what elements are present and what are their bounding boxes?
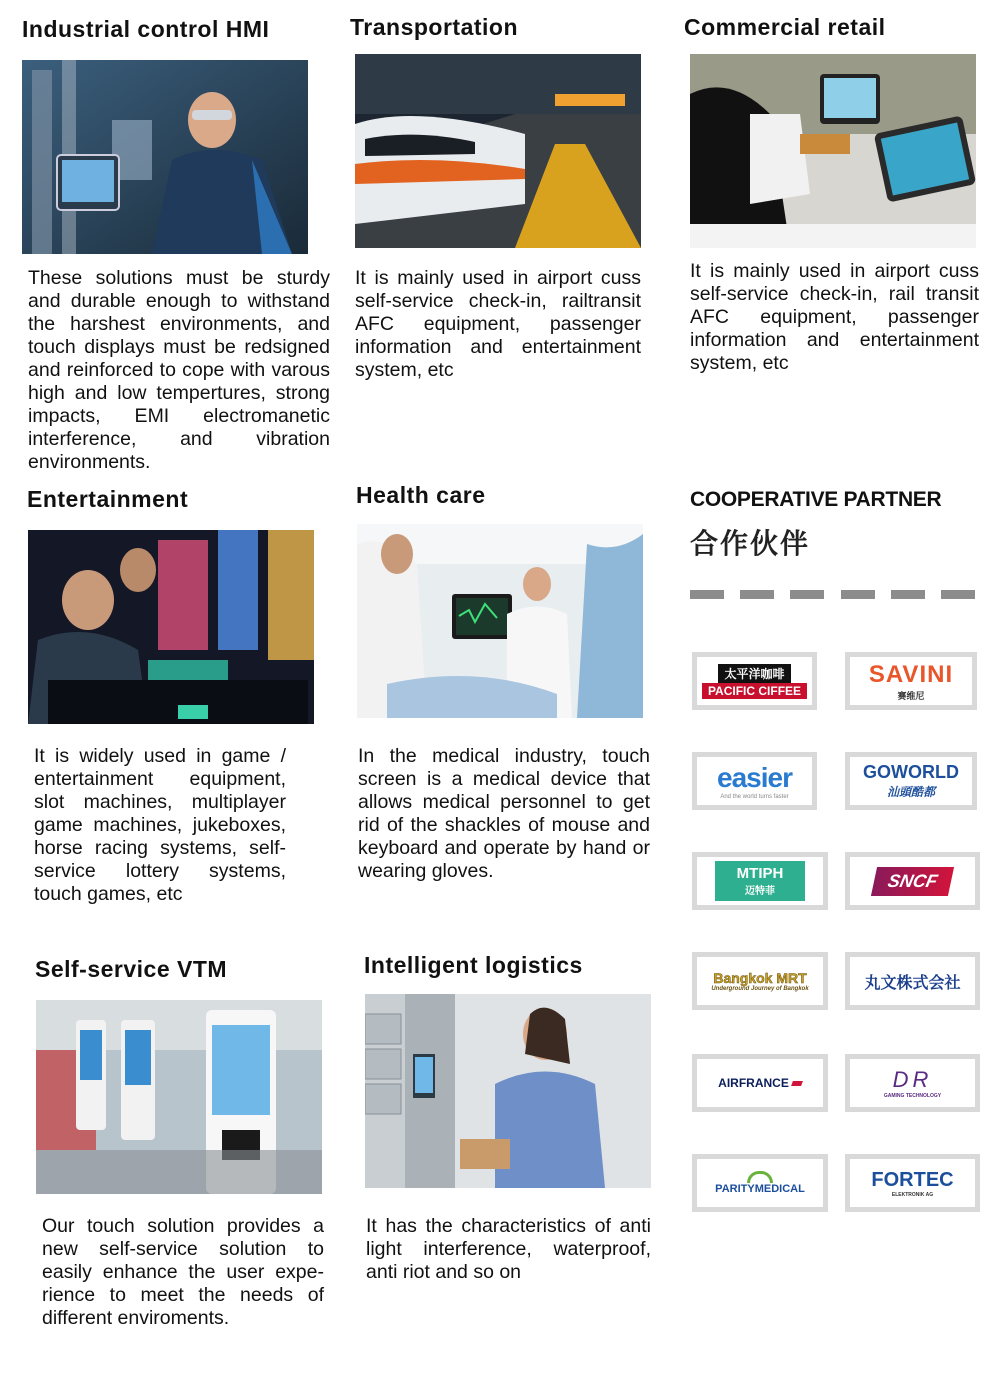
section-desc-industrial: These solutions must be sturdy and durable enough to withstand the harshest environments, and touch displays must be redsigned and reinforced to cope with varous high and low tempertures, strong impacts, EMI electromanetic interference, and vibration environments. (28, 267, 330, 473)
partners-subtitle: 合作伙伴 (690, 527, 811, 560)
transportation-photo (355, 54, 641, 248)
logo-bangkok-mrt: Bangkok MRT Underground Journey of Bangkok (692, 952, 828, 1010)
section-title-transportation: Transportation (350, 14, 519, 40)
intelligent-logistics-photo (365, 994, 651, 1188)
section-desc-transportation: It is mainly used in airport cuss self-service check-in, railtransit AFC equipment, passenger information and entertainment system, etc (355, 267, 641, 381)
section-title-healthcare: Health care (356, 482, 486, 508)
logo-airfrance: AIRFRANCE (692, 1054, 828, 1112)
section-desc-entertainment: It is widely used in game / entertainment equipment, slot machines, multiplayer game machines, jukeboxes, horse racing systems, self-service lottery systems, touch games, etc (34, 745, 286, 905)
section-desc-vtm: Our touch solution provides a new self-service solution to easily enhance the user experience to meet the needs of different enviroments. (42, 1215, 324, 1329)
section-title-vtm: Self-service VTM (35, 956, 228, 982)
partners-title: COOPERATIVE PARTNER (690, 488, 942, 511)
airfrance-stripe (791, 1081, 803, 1086)
logo-goworld: GOWORLD 汕頭酷都 (845, 752, 977, 810)
logo-pacific-coffee: 太平洋咖啡 PACIFIC CIFFEE (692, 652, 817, 710)
section-title-entertainment: Entertainment (27, 486, 189, 512)
parity-arc-icon (747, 1171, 773, 1183)
section-title-retail: Commercial retail (684, 14, 886, 40)
healthcare-photo (357, 524, 643, 718)
mtiph-badge: MTIPH 迈特菲 (715, 861, 805, 901)
logo-marubun: 丸文株式会社 (845, 952, 980, 1010)
logo-fortec: FORTEC ELEKTRONIK AG (845, 1154, 980, 1212)
section-desc-logistics: It has the characteristics of anti light interference, waterproof, anti riot and so on (366, 1215, 651, 1283)
logo-parity-medical: PARITYMEDICAL (692, 1154, 828, 1212)
self-service-vtm-photo (36, 1000, 322, 1194)
commercial-retail-photo (690, 54, 976, 248)
logo-easier: easier And the world turns faster (692, 752, 817, 810)
logo-mtiph (692, 852, 828, 910)
section-title-industrial: Industrial control HMI (22, 16, 270, 42)
entertainment-photo (28, 530, 314, 724)
logo-dr-gaming: DR GAMING TECHNOLOGY (845, 1054, 980, 1112)
logo-sncf (845, 852, 980, 910)
industrial-hmi-photo (22, 60, 308, 254)
logo-savini: SAVINI 赛维尼 (845, 652, 977, 710)
section-desc-retail: It is mainly used in airport cuss self-service check-in, rail transit AFC equipment, passenger information and entertainment system, etc (690, 260, 979, 374)
sncf-badge: SNCF (871, 867, 954, 896)
partners-divider (690, 590, 975, 599)
section-desc-healthcare: In the medical industry, touch screen is a medical device that allows medical personnel to get rid of the shackles of mouse and keyboard and operate by hand or wearing gloves. (358, 745, 650, 882)
section-title-logistics: Intelligent logistics (364, 952, 583, 978)
